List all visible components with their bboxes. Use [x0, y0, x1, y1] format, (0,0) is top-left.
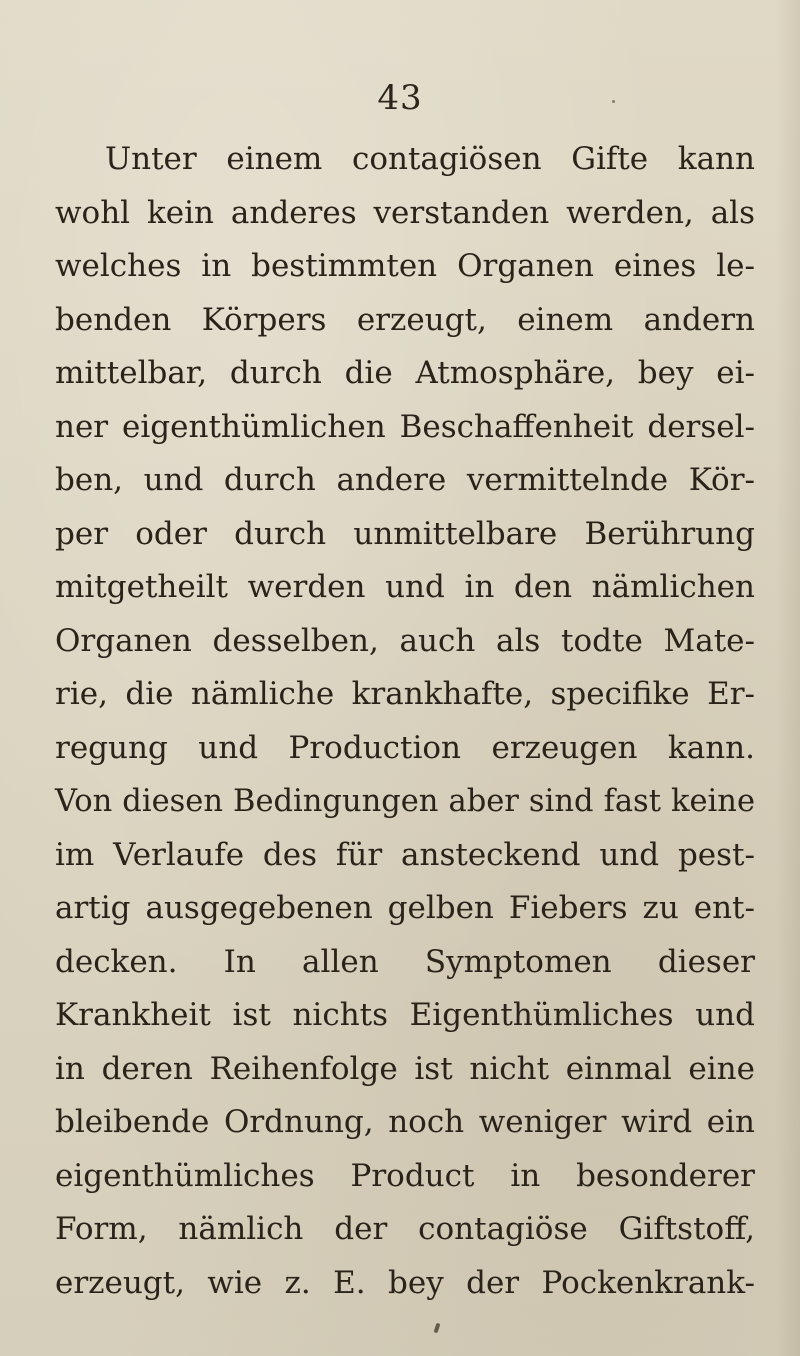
text-line: im Verlaufe des für ansteckend und pest-: [55, 836, 755, 873]
body-text: [55, 133, 755, 1310]
ink-mark: [434, 1323, 441, 1334]
text-line: rie, die nämliche krankhafte, specifike Er-: [55, 676, 755, 712]
text-line: per oder durch unmittelbare Berührung: [55, 515, 755, 552]
text-line: Von diesen Bedingungen aber sind fast keine: [55, 784, 755, 819]
text-line: artig ausgegebenen gelben Fiebers zu ent-: [55, 890, 755, 926]
page-edge-shadow: [776, 0, 800, 1356]
text-line: ben, und durch andere vermittelnde Kör-: [55, 462, 755, 498]
text-line: Organen desselben, auch als todte Mate-: [55, 622, 755, 659]
text-line: erzeugt, wie z. E. bey der Pockenkrank-: [55, 1264, 755, 1301]
text-line: welches in bestimmten Organen eines le-: [55, 248, 755, 284]
page-number: 43: [377, 78, 423, 118]
text-line: wohl kein anderes verstanden werden, als: [55, 194, 755, 231]
text-line: Form, nämlich der contagiöse Giftstoff,: [55, 1211, 755, 1247]
text-line: regung und Production erzeugen kann.: [55, 729, 755, 766]
text-line: in deren Reihenfolge ist nicht einmal eine: [55, 1050, 755, 1087]
text-line: eigenthümliches Product in besonderer: [55, 1157, 755, 1194]
text-line: mittelbar, durch die Atmosphäre, bey ei-: [55, 355, 755, 391]
text-line: ner eigenthümlichen Beschaffenheit dersel-: [55, 408, 755, 445]
text-line: decken. In allen Symptomen dieser: [55, 943, 755, 980]
text-line: benden Körpers erzeugt, einem andern: [55, 301, 755, 338]
text-line: Krankheit ist nichts Eigenthümliches und: [55, 997, 755, 1033]
text-line: mitgetheilt werden und in den nämlichen: [55, 569, 755, 605]
text-line: Unter einem contagiösen Gifte kann: [105, 141, 755, 177]
text-line: bleibende Ordnung, noch weniger wird ein: [55, 1104, 755, 1140]
